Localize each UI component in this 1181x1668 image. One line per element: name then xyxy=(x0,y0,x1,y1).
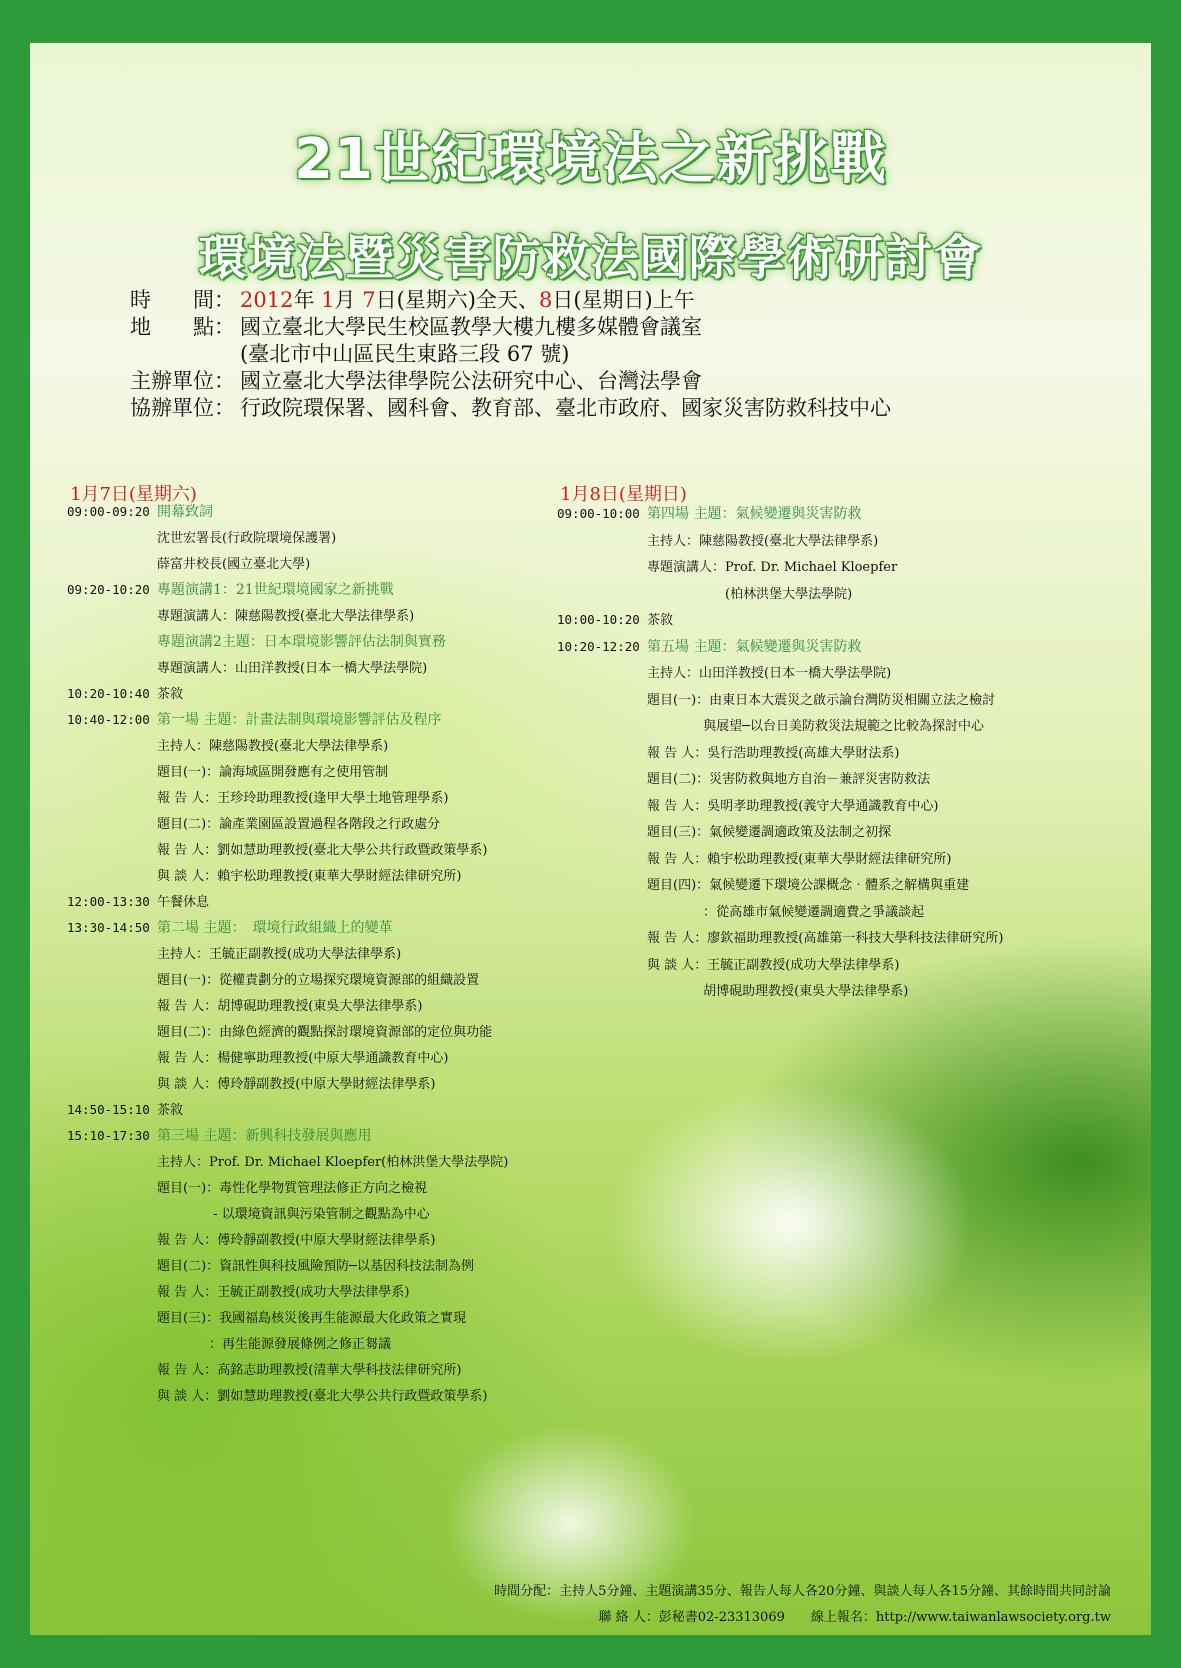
schedule-row xyxy=(67,1073,435,1092)
time-day1: 7 xyxy=(362,288,376,312)
session-title: 第四場 主題：氣候變遷與災害防救 xyxy=(647,506,862,522)
schedule-time: 10:20-12:20 xyxy=(557,638,640,654)
time-year-suffix: 年 xyxy=(293,288,322,312)
schedule-row xyxy=(67,501,213,521)
schedule-row xyxy=(557,636,861,656)
schedule-row xyxy=(557,768,930,787)
schedule-text: 報 告 人：吳行浩助理教授(高雄大學財法系) xyxy=(647,745,900,761)
schedule-row xyxy=(67,735,388,754)
schedule-row xyxy=(557,530,878,549)
schedule-text: 專題演講人：陳慈陽教授(臺北大學法律學系) xyxy=(157,609,415,624)
schedule-row xyxy=(67,1203,430,1222)
schedule-text: ：從高雄市氣候變遷調適費之爭議談起 xyxy=(647,904,925,920)
schedule-text: 主持人：王毓正副教授(成功大學法律學系) xyxy=(157,947,402,962)
schedule-text: 專題演講人：Prof. Dr. Michael Kloepfer xyxy=(647,560,898,575)
place-value: 國立臺北大學民生校區教學大樓九樓多媒體會議室 xyxy=(240,315,702,339)
session-title: 專題演講1：21世紀環境國家之新挑戰 xyxy=(157,582,394,598)
schedule-row xyxy=(557,556,897,575)
schedule-row xyxy=(557,662,891,681)
info-time xyxy=(130,287,695,314)
schedule-time: 09:00-09:20 xyxy=(67,504,150,519)
schedule-text: 報 告 人：廖欽福助理教授(高雄第一科技大學科技法律研究所) xyxy=(647,931,1004,946)
schedule-row xyxy=(557,954,899,973)
schedule-text: 與展望─以台日美防救災法規範之比較為探討中心 xyxy=(647,719,984,734)
schedule-row xyxy=(67,605,414,624)
info-cohost xyxy=(130,395,891,422)
schedule-row xyxy=(557,742,899,761)
schedule-row xyxy=(67,709,441,729)
host-value: 國立臺北大學法律學院公法研究中心、台灣法學會 xyxy=(240,369,702,393)
schedule-text: 報 告 人：胡博硯助理教授(東吳大學法律學系) xyxy=(157,999,423,1014)
schedule-text: 題目(四)：氣候變遷下環境公課概念‧體系之解構與重建 xyxy=(647,878,970,893)
time-month: 1 xyxy=(321,288,335,312)
time-label: 時 間： xyxy=(130,288,235,312)
schedule-text: 主持人：陳慈陽教授(臺北大學法律學系) xyxy=(647,533,879,549)
cohost-value: 行政院環保署、國科會、教育部、臺北市政府、國家災害防救科技中心 xyxy=(240,396,891,420)
schedule-text: ：再生能源發展條例之修正芻議 xyxy=(157,1337,392,1352)
schedule-text: 與 談 人：劉如慧助理教授(臺北大學公共行政暨政策學系) xyxy=(157,1389,488,1404)
schedule-text: 題目(一)：論海域區開發應有之使用管制 xyxy=(157,765,389,780)
schedule-row xyxy=(67,1125,371,1145)
place-label: 地 點： xyxy=(130,315,235,339)
session-title: 開幕致詞 xyxy=(157,504,213,520)
schedule-text: 沈世宏署長(行政院環境保護署) xyxy=(157,531,337,546)
schedule-text: 題目(一)：毒性化學物質管理法修正方向之檢視 xyxy=(157,1181,428,1196)
schedule-row xyxy=(67,579,394,599)
schedule-text: 題目(一)：從權責劃分的立場探究環境資源部的組織設置 xyxy=(157,973,480,988)
schedule-row xyxy=(67,943,401,962)
schedule-row xyxy=(67,683,183,702)
schedule-row xyxy=(67,1047,448,1066)
schedule-row xyxy=(67,813,440,832)
schedule-row xyxy=(67,631,446,651)
time-month-suffix: 月 xyxy=(334,288,363,312)
schedule-text: 題目(三)：氣候變遷調適政策及法制之初探 xyxy=(647,825,892,840)
schedule-row xyxy=(67,1021,492,1040)
info-place xyxy=(130,314,702,341)
schedule-text: 報 告 人：傅玲靜副教授(中原大學財經法律學系) xyxy=(157,1233,436,1248)
schedule-row xyxy=(557,821,891,840)
session-title: 專題演講2主題：日本環境影響評估法制與實務 xyxy=(157,634,446,650)
time-day2: 8 xyxy=(538,288,553,312)
session-title: 第三場 主題：新興科技發展與應用 xyxy=(157,1128,372,1144)
schedule-text: 報 告 人：吳明孝助理教授(義守大學通識教育中心) xyxy=(647,798,939,814)
schedule-text: 主持人：Prof. Dr. Michael Kloepfer(柏林洪堡大學法學院) xyxy=(157,1155,509,1170)
schedule-time: 10:00-10:20 xyxy=(557,612,640,627)
schedule-text: 午餐休息 xyxy=(157,895,210,910)
schedule-time: 12:00-13:30 xyxy=(67,894,150,909)
schedule-row xyxy=(557,715,984,734)
schedule-text: 專題演講人：山田洋教授(日本一橋大學法學院) xyxy=(157,661,428,676)
schedule-text: 報 告 人：楊健寧助理教授(中原大學通識教育中心) xyxy=(157,1051,449,1066)
schedule-row xyxy=(67,917,392,937)
title-line-1: 21世紀環境法之新挑戰 xyxy=(294,127,887,192)
schedule-row xyxy=(557,927,1003,946)
schedule-text: 報 告 人：高銘志助理教授(清華大學科技法律研究所) xyxy=(157,1363,462,1378)
title-line-2: 環境法暨災害防救法國際學術研討會 xyxy=(198,230,983,286)
schedule-text: 題目(二)：論產業園區設置過程各階段之行政處分 xyxy=(157,817,441,832)
schedule-text: (柏林洪堡大學法學院) xyxy=(647,586,853,602)
time-rest2: 日(星期日)上午 xyxy=(552,288,695,312)
schedule-text: 茶敘 xyxy=(647,613,674,628)
schedule-text: 報 告 人：賴宇松助理教授(東華大學財經法律研究所) xyxy=(647,851,952,867)
schedule-row xyxy=(557,795,938,814)
schedule-row xyxy=(67,1151,508,1170)
day2-heading: 1月8日(星期日) xyxy=(560,484,687,505)
schedule-row xyxy=(67,891,209,910)
time-year: 2012 xyxy=(240,288,294,312)
schedule-time: 13:30-14:50 xyxy=(67,920,150,935)
schedule-text: 胡博硯助理教授(東吳大學法律學系) xyxy=(647,984,909,999)
schedule-text: 題目(二)：由綠色經濟的觀點探討環境資源部的定位與功能 xyxy=(157,1025,493,1040)
schedule-time: 14:50-15:10 xyxy=(67,1102,150,1117)
schedule-row xyxy=(67,1281,409,1300)
schedule-row xyxy=(67,1177,427,1196)
session-title: 第五場 主題：氣候變遷與災害防救 xyxy=(647,638,862,655)
schedule-text: 題目(三)：我國福島核災後再生能源最大化政策之實現 xyxy=(157,1311,467,1326)
footer-contact: 聯 絡 人：彭秘書02-23313069 線上報名：http://www.taiwanlawsociety.org.tw xyxy=(598,1610,1111,1625)
schedule-text: 與 談 人：賴宇松助理教授(東華大學財經法律研究所) xyxy=(157,869,462,884)
host-label: 主辦單位： xyxy=(130,369,235,393)
footer-allocation: 時間分配：主持人5分鐘、主題演講35分、報告人每人各20分鐘、與談人每人各15分鐘、其餘時間共同討論 xyxy=(494,1584,1111,1599)
schedule-row xyxy=(67,761,388,780)
schedule-row xyxy=(67,1099,183,1118)
schedule-time: 15:10-17:30 xyxy=(67,1128,150,1143)
schedule-row xyxy=(67,1385,487,1404)
schedule-text: - 以環境資訊與污染管制之觀點為中心 xyxy=(157,1207,430,1222)
schedule-row xyxy=(67,553,310,572)
schedule-text: 薛富井校長(國立臺北大學) xyxy=(157,557,311,572)
schedule-time: 09:20-10:20 xyxy=(67,582,150,597)
schedule-row xyxy=(557,874,969,893)
schedule-row xyxy=(557,609,673,628)
poster-body xyxy=(30,43,1151,1635)
schedule-row xyxy=(67,969,479,988)
schedule-row xyxy=(557,848,951,867)
schedule-row xyxy=(67,1359,461,1378)
schedule-row xyxy=(67,657,427,676)
cohost-label: 協辦單位： xyxy=(130,396,235,420)
schedule-row xyxy=(67,1255,474,1274)
schedule-row xyxy=(67,787,448,806)
schedule-row xyxy=(67,527,336,546)
info-address: (臺北市中山區民生東路三段 67 號) xyxy=(240,342,570,366)
schedule-text: 與 談 人：傅玲靜副教授(中原大學財經法律學系) xyxy=(157,1077,436,1092)
schedule-row xyxy=(557,583,852,602)
schedule-row xyxy=(67,1333,391,1352)
schedule-text: 題目(二)：災害防救與地方自治－兼評災害防救法 xyxy=(647,772,931,787)
schedule-text: 與 談 人：王毓正副教授(成功大學法律學系) xyxy=(647,957,900,973)
schedule-text: 茶敘 xyxy=(157,687,184,702)
info-host xyxy=(130,368,702,395)
schedule-text: 報 告 人：王珍玲助理教授(逢甲大學土地管理學系) xyxy=(157,791,449,806)
session-title: 第二場 主題： 環境行政組織上的變革 xyxy=(157,920,393,936)
schedule-time: 10:20-10:40 xyxy=(67,686,150,701)
schedule-text: 報 告 人：劉如慧助理教授(臺北大學公共行政暨政策學系) xyxy=(157,843,488,858)
schedule-row xyxy=(557,689,995,708)
schedule-row xyxy=(67,1307,466,1326)
schedule-row xyxy=(557,503,861,523)
schedule-text: 題目(二)：資訊性與科技風險預防─以基因科技法制為例 xyxy=(157,1259,474,1274)
schedule-text: 主持人：陳慈陽教授(臺北大學法律學系) xyxy=(157,739,389,754)
day1-heading: 1月7日(星期六) xyxy=(70,484,197,505)
schedule-row xyxy=(67,995,422,1014)
schedule-text: 主持人：山田洋教授(日本一橋大學法學院) xyxy=(647,666,892,681)
schedule-row xyxy=(557,980,908,999)
schedule-row xyxy=(557,901,924,920)
schedule-text: 茶敘 xyxy=(157,1103,184,1118)
session-title: 第一場 主題：計畫法制與環境影響評估及程序 xyxy=(157,712,442,728)
schedule-row xyxy=(67,839,487,858)
time-rest1: 日(星期六)全天、 xyxy=(375,288,539,312)
schedule-row xyxy=(67,865,461,884)
schedule-time: 10:40-12:00 xyxy=(67,712,150,727)
schedule-row xyxy=(67,1229,435,1248)
schedule-text: 報 告 人：王毓正副教授(成功大學法律學系) xyxy=(157,1285,410,1300)
schedule-time: 09:00-10:00 xyxy=(557,506,640,521)
schedule-text: 題目(一)：由東日本大震災之啟示論台灣防災相關立法之檢討 xyxy=(647,692,996,708)
